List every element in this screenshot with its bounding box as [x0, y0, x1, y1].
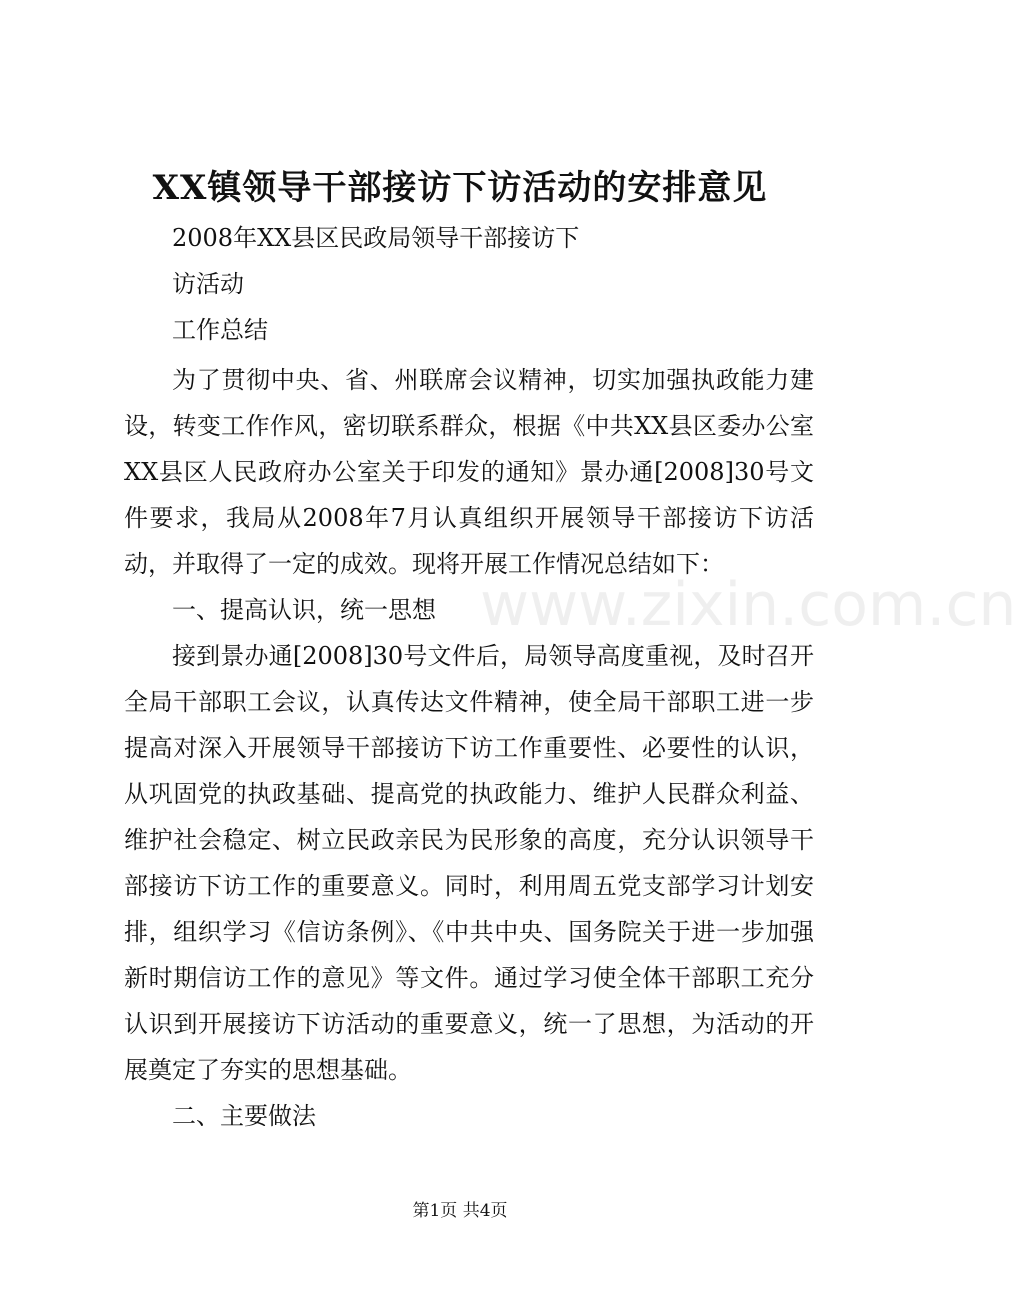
watermark: www.zixin.com.cn — [480, 570, 1016, 640]
paragraph-section-1: 接到景办通[2008]30号文件后，局领导高度重视，及时召开全局干部职工会议，认真传达文件精神，使全局干部职工进一步提高对深入开展领导干部接访下访工作重要性、必要性的认识，从巩固党的执政基础、提高党的执政能力、维护人民群众利益、维护社会稳定、树立民政亲民为民形象的高度，充分认识领导干部接访下访工作的重要意义。同时，利用周五党支部学习计划安排，组织学习《信访条例》、《中共中央、国务院关于进一步加强新时期信访工作的意见》等文件。通过学习使全体干部职工充分认识到开展接访下访活动的重要意义，统一了思想，为活动的开展奠定了夯实的思想基础。 — [124, 642, 814, 1084]
subtitle-line-1: 2008年XX县区民政局领导干部接访下 — [172, 224, 580, 252]
section-heading-1: 一、提高认识，统一思想 — [172, 596, 436, 624]
section-heading-2: 二、主要做法 — [172, 1102, 316, 1130]
subtitle-line-2: 访活动 — [172, 270, 244, 298]
page-footer: 第1页 共4页 — [412, 1201, 508, 1221]
paragraph-intro: 为了贯彻中央、省、州联席会议精神，切实加强执政能力建设，转变工作作风，密切联系群众，根据《中共XX县区委办公室XX县区人民政府办公室关于印发的通知》景办通[2008]30号文件要求，我局从2008年7月认真组织开展领导干部接访下访活动，并取得了一定的成效。现将开展工作情况总结如下： — [124, 366, 814, 578]
document-title: XX镇领导干部接访下访活动的安排意见 — [152, 168, 768, 208]
subtitle-line-3: 工作总结 — [172, 316, 268, 344]
